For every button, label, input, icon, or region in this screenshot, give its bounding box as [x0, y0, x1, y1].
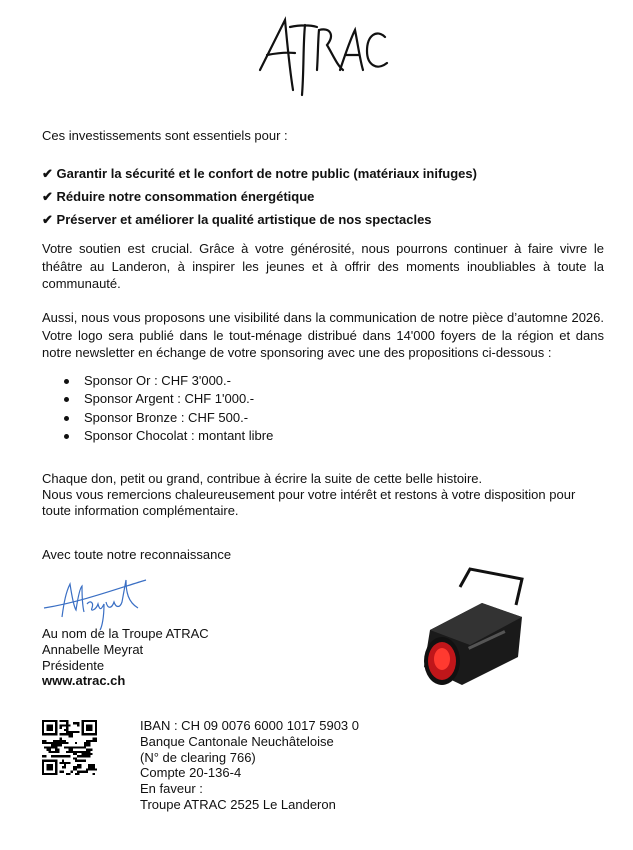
closing-line: Nous vous remercions chaleureusement pour votre intérêt et restons à votre disposition pour toute information complémentaire. [42, 487, 576, 518]
stage-spotlight-image [412, 565, 524, 690]
signer-name: Annabelle Meyrat [42, 641, 144, 657]
check-item: ✔ Garantir la sécurité et le confort de notre public (matériaux inifuges) [42, 166, 477, 181]
sponsor-item: Sponsor Chocolat : montant libre [42, 427, 604, 445]
sponsor-list [42, 372, 604, 445]
website-link[interactable]: www.atrac.ch [42, 673, 126, 689]
check-icon: ✔ [42, 212, 53, 227]
signer-organisation: Au nom de la Troupe ATRAC [42, 626, 209, 641]
intro-text: Ces investissements sont essentiels pour : [42, 128, 288, 143]
greeting: Avec toute notre reconnaissance [42, 547, 232, 562]
closing [42, 471, 604, 519]
beneficiary-label: En faveur : [140, 781, 203, 797]
check-icon: ✔ [42, 166, 53, 181]
iban: IBAN : CH 09 0076 6000 1017 5903 0 [140, 718, 359, 733]
payment-qr-code[interactable] [42, 720, 97, 775]
signer-role: Présidente [42, 657, 105, 673]
sponsor-item: Sponsor Bronze : CHF 500.- [42, 409, 604, 427]
handwritten-signature [42, 572, 152, 632]
support-paragraph: Votre soutien est crucial. Grâce à votre générosité, nous pourrons continuer à faire vivre le théâtre au Landeron, à inspirer les jeunes et à offrir des moments inoubliables à toute la communauté. [42, 241, 604, 291]
atrac-logo [255, 15, 390, 97]
check-item: ✔ Préserver et améliorer la qualité artistique de nos spectacles [42, 212, 432, 227]
check-item: ✔ Réduire notre consommation énergétique [42, 189, 315, 204]
sponsor-item: Sponsor Argent : CHF 1'000.- [42, 390, 604, 408]
sponsor-item: Sponsor Or : CHF 3'000.- [42, 372, 604, 390]
closing-line: Chaque don, petit ou grand, contribue à écrire la suite de cette belle histoire. [42, 471, 483, 486]
check-icon: ✔ [42, 189, 53, 204]
clearing-number: (N° de clearing 766) [140, 749, 256, 765]
bank-details [140, 718, 359, 813]
checklist [42, 162, 477, 231]
bank-name: Banque Cantonale Neuchâteloise [140, 733, 334, 749]
visibility-paragraph: Aussi, nous vous proposons une visibilité dans la communication de notre pièce d’automne 2026. Votre logo sera publié dans le tout-ménage distribué dans 14'000 foyers de la région et dans notre newsletter en échange de votre sponsoring avec une des propositions ci-dessous : [42, 310, 604, 360]
beneficiary: Troupe ATRAC 2525 Le Landeron [140, 796, 336, 812]
account-number: Compte 20-136-4 [140, 765, 242, 781]
